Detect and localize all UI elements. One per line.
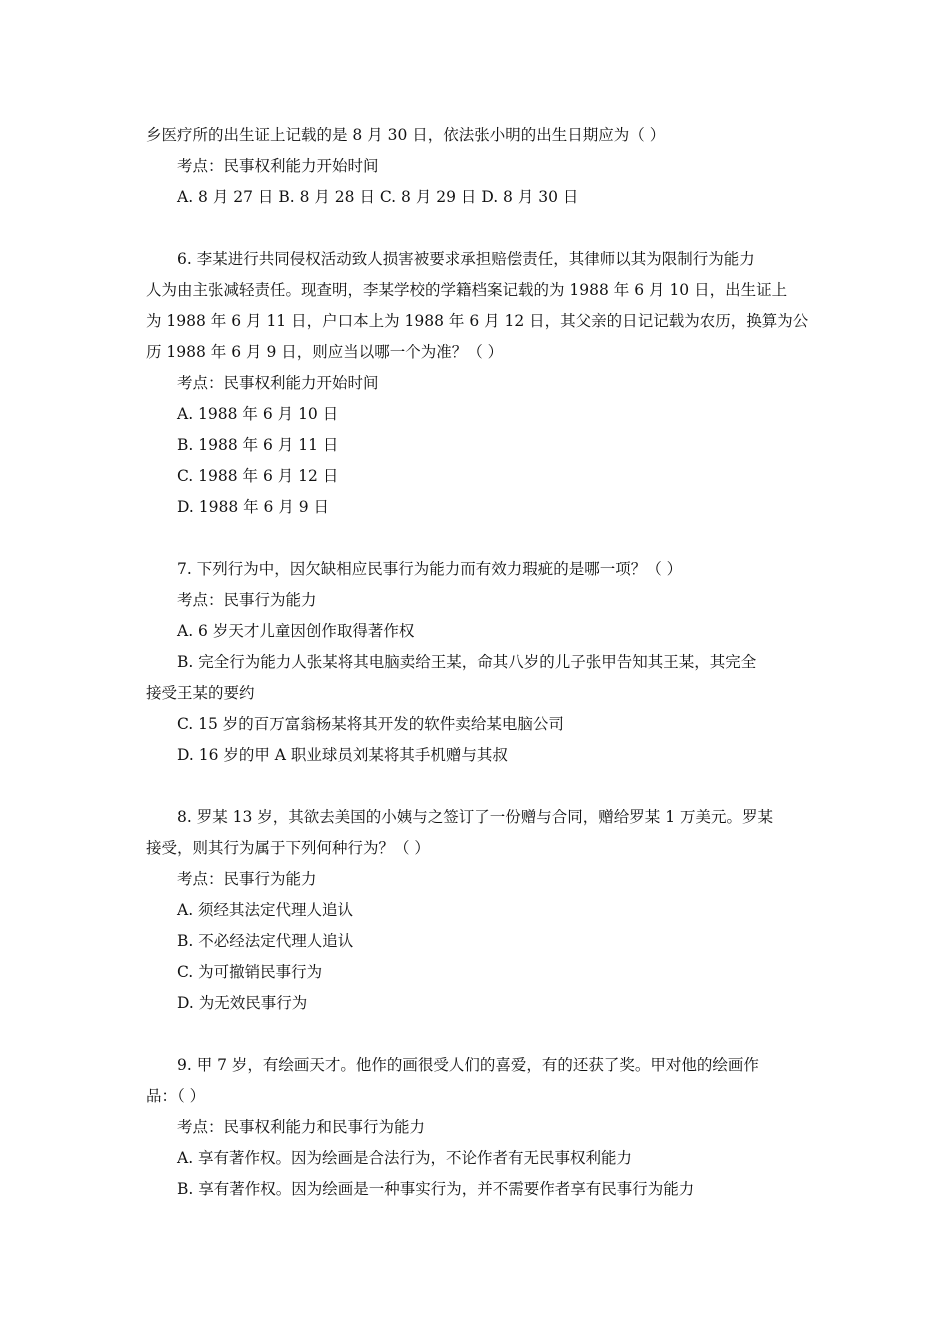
spacer xyxy=(146,771,808,802)
question-9 xyxy=(146,1050,808,1205)
kaodian-line: 考点：民事权利能力开始时间 xyxy=(177,374,379,392)
question-line: 9. 甲 7 岁，有绘画天才。他作的画很受人们的喜爱，有的还获了奖。甲对他的绘画作 xyxy=(177,1056,759,1074)
kaodian-line: 考点：民事行为能力 xyxy=(177,870,317,888)
question-line: 为 1988 年 6 月 11 日，户口本上为 1988 年 6 月 12 日，其父亲的日记记载为农历，换算为公 xyxy=(146,312,808,330)
option-b-continued: 接受王某的要约 xyxy=(146,684,255,702)
option-b: B. 不必经法定代理人追认 xyxy=(177,932,354,950)
question-6 xyxy=(146,244,808,523)
option-a: A. 6 岁天才儿童因创作取得著作权 xyxy=(177,622,415,640)
option-b: B. 完全行为能力人张某将其电脑卖给王某，命其八岁的儿子张甲告知其王某，其完全 xyxy=(177,653,757,671)
kaodian-line: 考点：民事权利能力开始时间 xyxy=(177,157,379,175)
question-8 xyxy=(146,802,808,1019)
option-c: C. 15 岁的百万富翁杨某将其开发的软件卖给某电脑公司 xyxy=(177,715,564,733)
kaodian-line: 考点：民事行为能力 xyxy=(177,591,317,609)
option-d: D. 1988 年 6 月 9 日 xyxy=(177,498,330,516)
option-a: A. 享有著作权。因为绘画是合法行为，不论作者有无民事权利能力 xyxy=(177,1149,633,1167)
question-line: 品：（ ） xyxy=(146,1087,206,1105)
option-d: D. 16 岁的甲 A 职业球员刘某将其手机赠与其叔 xyxy=(177,746,508,764)
option-a: A. 须经其法定代理人追认 xyxy=(177,901,354,919)
question-line: 人为由主张减轻责任。现查明，李某学校的学籍档案记载的为 1988 年 6 月 10 日，出生证上 xyxy=(146,281,788,299)
options-inline: A. 8 月 27 日 B. 8 月 28 日 C. 8 月 29 日 D. 8 月 30 日 xyxy=(177,188,579,206)
question-line: 6. 李某进行共同侵权活动致人损害被要求承担赔偿责任，其律师以其为限制行为能力 xyxy=(177,250,755,268)
document-body xyxy=(146,120,808,1205)
question-line: 8. 罗某 13 岁，其欲去美国的小姨与之签订了一份赠与合同，赠给罗某 1 万美元。罗某 xyxy=(177,808,774,826)
option-a: A. 1988 年 6 月 10 日 xyxy=(177,405,339,423)
option-b: B. 享有著作权。因为绘画是一种事实行为，并不需要作者享有民事行为能力 xyxy=(177,1180,695,1198)
option-c: C. 1988 年 6 月 12 日 xyxy=(177,467,339,485)
question-line: 历 1988 年 6 月 9 日，则应当以哪一个为准？（ ） xyxy=(146,343,504,361)
option-c: C. 为可撤销民事行为 xyxy=(177,963,323,981)
spacer xyxy=(146,213,808,244)
option-d: D. 为无效民事行为 xyxy=(177,994,308,1012)
paragraph-line: 乡医疗所的出生证上记载的是 8 月 30 日，依法张小明的出生日期应为（ ） xyxy=(146,126,666,144)
question-7 xyxy=(146,554,808,771)
question-line: 接受，则其行为属于下列何种行为？（ ） xyxy=(146,839,430,857)
spacer xyxy=(146,1019,808,1050)
kaodian-line: 考点：民事权利能力和民事行为能力 xyxy=(177,1118,426,1136)
question-line: 7. 下列行为中，因欠缺相应民事行为能力而有效力瑕疵的是哪一项？（ ） xyxy=(177,560,683,578)
option-b: B. 1988 年 6 月 11 日 xyxy=(177,436,339,454)
spacer xyxy=(146,523,808,554)
